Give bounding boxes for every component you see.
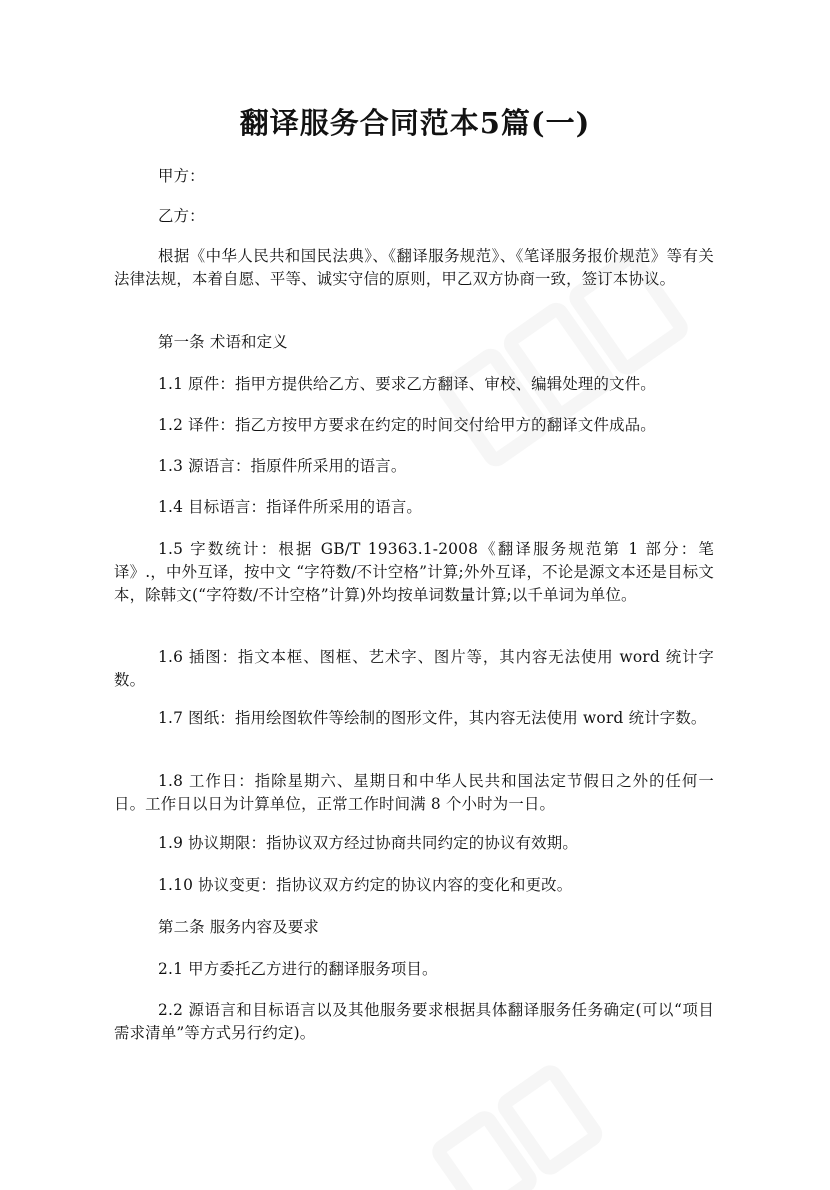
clause-1-8: 1.8 工作日：指除星期六、星期日和中华人民共和国法定节假日之外的任何一日。工作日以日为计算单位，正常工作时间满 8 个小时为一日。	[114, 772, 714, 813]
clause-1-7: 1.7 图纸：指用绘图软件等绘制的图形文件，其内容无法使用 word 统计字数。	[158, 709, 707, 727]
clause-1-3: 1.3 源语言：指原件所采用的语言。	[158, 457, 407, 475]
clause-1-2: 1.2 译件：指乙方按甲方要求在约定的时间交付给甲方的翻译文件成品。	[158, 416, 656, 434]
party-b-line: 乙方：	[158, 207, 205, 225]
preamble-paragraph: 根据《中华人民共和国民法典》、《翻译服务规范》、《笔译服务报价规范》等有关法律法规，本着自愿、平等、诚实守信的原则，甲乙双方协商一致，签订本协议。	[114, 247, 714, 288]
watermark-stamp-bottom	[400, 1050, 700, 1190]
article-2-heading: 第二条 服务内容及要求	[158, 918, 319, 936]
clause-1-5: 1.5 字数统计：根据 GB/T 19363.1-2008《翻译服务规范第 1 部分：笔译》.，中外互译，按中文 “字符数/不计空格”计算;外外互译，不论是源文本还是目标文本，除韩文(“字符数/不计空格”计算)外均按单词数量计算;以千单词为单位。	[114, 540, 714, 604]
clause-1-4: 1.4 目标语言：指译件所采用的语言。	[158, 498, 423, 516]
clause-2-2: 2.2 源语言和目标语言以及其他服务要求根据具体翻译服务任务确定(可以“项目需求清单”等方式另行约定)。	[114, 1001, 714, 1042]
clause-1-6: 1.6 插图：指文本框、图框、艺术字、图片等，其内容无法使用 word 统计字数。	[114, 648, 714, 689]
clause-1-1: 1.1 原件：指甲方提供给乙方、要求乙方翻译、审校、编辑处理的文件。	[158, 375, 656, 393]
party-a-line: 甲方：	[158, 167, 205, 185]
clause-2-1: 2.1 甲方委托乙方进行的翻译服务项目。	[158, 960, 438, 978]
clause-1-10: 1.10 协议变更：指协议双方约定的协议内容的变化和更改。	[158, 876, 573, 894]
article-1-heading: 第一条 术语和定义	[158, 333, 288, 351]
clause-1-9: 1.9 协议期限：指协议双方经过协商共同约定的协议有效期。	[158, 834, 578, 852]
document-title: 翻译服务合同范本5篇(一)	[239, 106, 591, 140]
